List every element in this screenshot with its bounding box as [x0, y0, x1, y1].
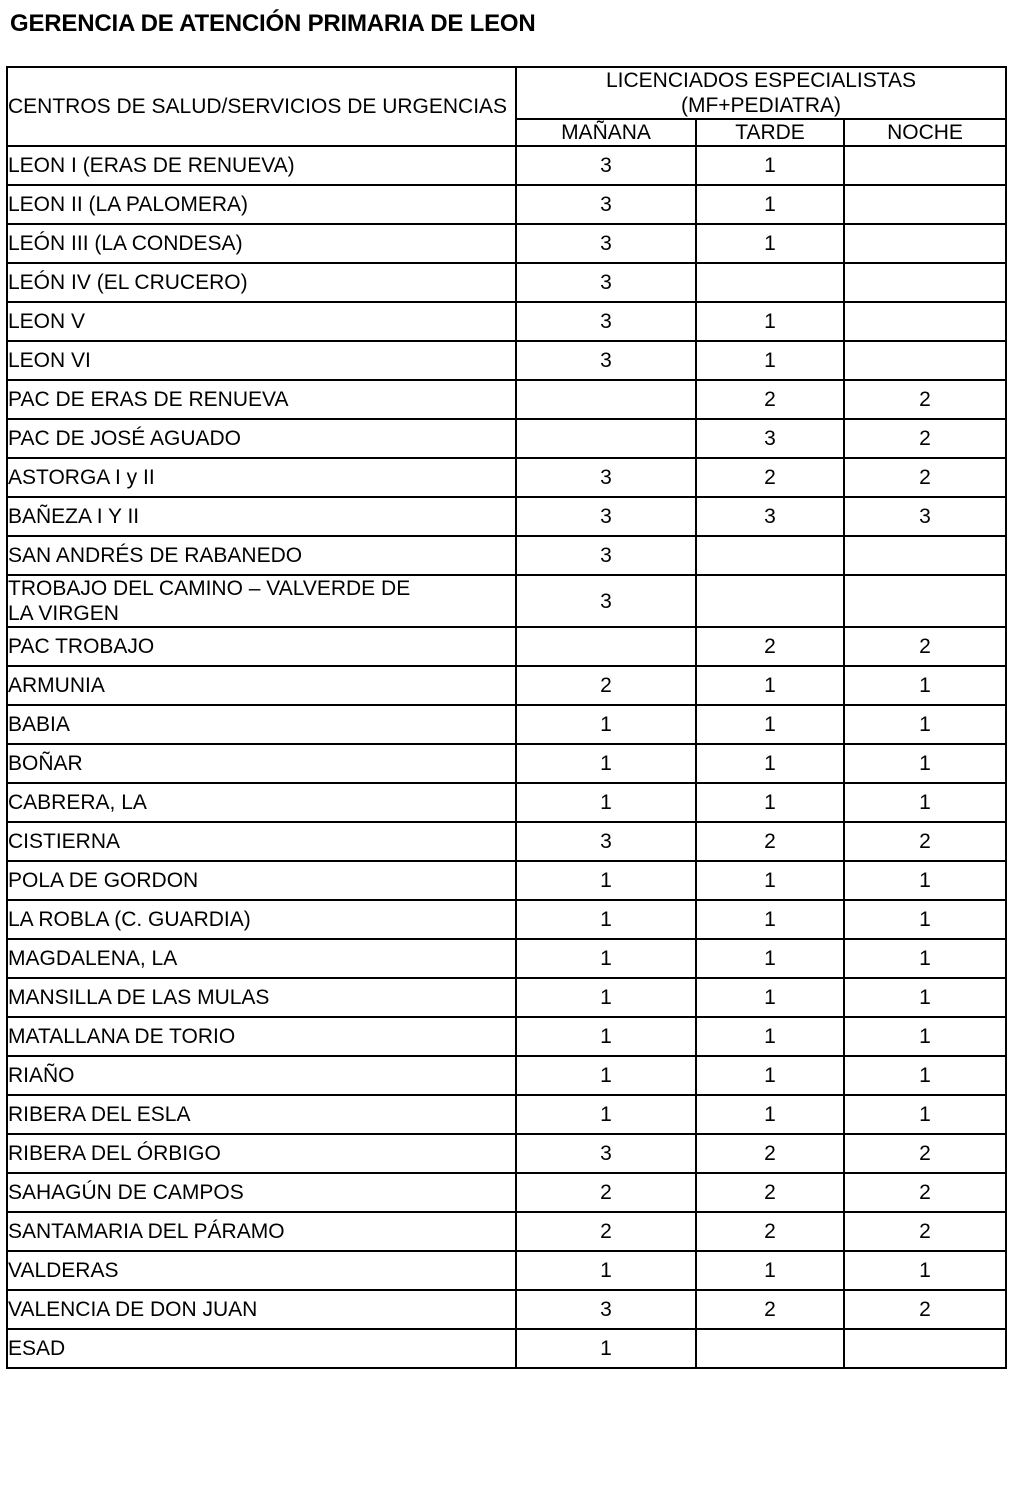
table-row: [7, 575, 1006, 627]
cell-centro: RIAÑO: [7, 1056, 516, 1095]
cell-centro: PAC TROBAJO: [7, 627, 516, 666]
cell-centro: LEÓN IV (EL CRUCERO): [7, 263, 516, 302]
cell-tarde: 3: [696, 497, 844, 536]
cell-tarde: 1: [696, 705, 844, 744]
table-row: [7, 419, 1006, 458]
cell-manana: 3: [516, 497, 696, 536]
cell-centro: PAC DE JOSÉ AGUADO: [7, 419, 516, 458]
cell-tarde: 1: [696, 978, 844, 1017]
cell-manana: 3: [516, 1290, 696, 1329]
cell-manana: 2: [516, 1212, 696, 1251]
cell-centro: LEON VI: [7, 341, 516, 380]
cell-manana: 3: [516, 458, 696, 497]
table-body: [7, 146, 1006, 1368]
cell-manana: 1: [516, 1095, 696, 1134]
cell-noche: 2: [844, 1212, 1006, 1251]
table-row: [7, 1017, 1006, 1056]
cell-manana: 3: [516, 185, 696, 224]
cell-noche: 1: [844, 1251, 1006, 1290]
column-header-noche: NOCHE: [844, 119, 1006, 146]
cell-tarde: 2: [696, 822, 844, 861]
page-title: GERENCIA DE ATENCIÓN PRIMARIA DE LEON: [10, 10, 536, 37]
group-header-line-2: (MF+PEDIATRA): [680, 94, 842, 117]
cell-noche: [844, 1329, 1006, 1368]
cell-manana: [516, 627, 696, 666]
cell-tarde: 1: [696, 744, 844, 783]
cell-manana: 3: [516, 575, 696, 627]
cell-centro: MAGDALENA, LA: [7, 939, 516, 978]
cell-manana: 3: [516, 822, 696, 861]
cell-tarde: 1: [696, 861, 844, 900]
cell-noche: 1: [844, 1017, 1006, 1056]
cell-centro: CABRERA, LA: [7, 783, 516, 822]
cell-manana: 3: [516, 302, 696, 341]
table-row: [7, 263, 1006, 302]
cell-noche: [844, 341, 1006, 380]
cell-tarde: 1: [696, 146, 844, 185]
cell-tarde: 1: [696, 1017, 844, 1056]
staffing-schedule-table: [6, 66, 1007, 1369]
cell-tarde: 1: [696, 939, 844, 978]
cell-manana: 3: [516, 536, 696, 575]
cell-manana: 3: [516, 341, 696, 380]
table-row: [7, 705, 1006, 744]
table-row: [7, 744, 1006, 783]
cell-manana: [516, 380, 696, 419]
cell-tarde: 1: [696, 185, 844, 224]
cell-centro: LEON II (LA PALOMERA): [7, 185, 516, 224]
cell-manana: 1: [516, 1056, 696, 1095]
cell-centro: POLA DE GORDON: [7, 861, 516, 900]
cell-noche: 2: [844, 627, 1006, 666]
cell-manana: 1: [516, 978, 696, 1017]
table-row: [7, 146, 1006, 185]
cell-centro: RIBERA DEL ESLA: [7, 1095, 516, 1134]
cell-tarde: 1: [696, 666, 844, 705]
cell-tarde: 2: [696, 1290, 844, 1329]
column-header-group-licenciados: [516, 67, 1006, 119]
table-row: [7, 380, 1006, 419]
cell-noche: 1: [844, 1095, 1006, 1134]
cell-tarde: 1: [696, 1251, 844, 1290]
cell-manana: 1: [516, 939, 696, 978]
cell-noche: 1: [844, 666, 1006, 705]
cell-noche: 1: [844, 861, 1006, 900]
cell-centro: MATALLANA DE TORIO: [7, 1017, 516, 1056]
cell-tarde: 1: [696, 1056, 844, 1095]
table-row: [7, 822, 1006, 861]
cell-manana: 2: [516, 1173, 696, 1212]
cell-centro: [7, 575, 516, 627]
table-row: [7, 1134, 1006, 1173]
table-row: [7, 1056, 1006, 1095]
cell-centro: SANTAMARIA DEL PÁRAMO: [7, 1212, 516, 1251]
cell-centro: VALENCIA DE DON JUAN: [7, 1290, 516, 1329]
cell-centro: BABIA: [7, 705, 516, 744]
table-row: [7, 497, 1006, 536]
cell-manana: 3: [516, 263, 696, 302]
cell-centro: MANSILLA DE LAS MULAS: [7, 978, 516, 1017]
cell-manana: 3: [516, 224, 696, 263]
cell-centro-line-1: TROBAJO DEL CAMINO – VALVERDE DE: [8, 577, 411, 600]
cell-noche: 1: [844, 978, 1006, 1017]
cell-tarde: 1: [696, 341, 844, 380]
table-row: [7, 1095, 1006, 1134]
cell-centro: BOÑAR: [7, 744, 516, 783]
table-row: [7, 302, 1006, 341]
cell-manana: 1: [516, 900, 696, 939]
cell-tarde: 3: [696, 419, 844, 458]
cell-noche: [844, 146, 1006, 185]
cell-tarde: [696, 263, 844, 302]
cell-noche: 1: [844, 939, 1006, 978]
cell-noche: 2: [844, 822, 1006, 861]
cell-tarde: 2: [696, 458, 844, 497]
cell-tarde: 1: [696, 783, 844, 822]
cell-tarde: 2: [696, 1173, 844, 1212]
cell-manana: 3: [516, 1134, 696, 1173]
cell-centro: VALDERAS: [7, 1251, 516, 1290]
cell-noche: [844, 302, 1006, 341]
cell-manana: 1: [516, 744, 696, 783]
cell-manana: 1: [516, 861, 696, 900]
cell-tarde: 2: [696, 1212, 844, 1251]
cell-tarde: 1: [696, 900, 844, 939]
table-row: [7, 341, 1006, 380]
table-row: [7, 939, 1006, 978]
cell-noche: [844, 263, 1006, 302]
cell-noche: 3: [844, 497, 1006, 536]
cell-centro: ARMUNIA: [7, 666, 516, 705]
cell-centro-line-2: LA VIRGEN: [8, 602, 119, 625]
table-row: [7, 458, 1006, 497]
cell-tarde: 1: [696, 1095, 844, 1134]
cell-noche: 2: [844, 419, 1006, 458]
cell-noche: 2: [844, 1290, 1006, 1329]
cell-tarde: 1: [696, 224, 844, 263]
cell-noche: 1: [844, 783, 1006, 822]
cell-noche: 2: [844, 1173, 1006, 1212]
table-row: [7, 783, 1006, 822]
table-row: [7, 900, 1006, 939]
cell-centro: RIBERA DEL ÓRBIGO: [7, 1134, 516, 1173]
cell-centro: LA ROBLA (C. GUARDIA): [7, 900, 516, 939]
cell-tarde: 2: [696, 627, 844, 666]
table-row: [7, 627, 1006, 666]
cell-centro: PAC DE ERAS DE RENUEVA: [7, 380, 516, 419]
table-row: [7, 536, 1006, 575]
table-row: [7, 1290, 1006, 1329]
cell-manana: [516, 419, 696, 458]
column-header-tarde: TARDE: [696, 119, 844, 146]
table-header-row-primary: [7, 67, 1006, 119]
cell-manana: 3: [516, 146, 696, 185]
cell-manana: 1: [516, 1329, 696, 1368]
cell-noche: 1: [844, 900, 1006, 939]
cell-centro: LEÓN III (LA CONDESA): [7, 224, 516, 263]
cell-manana: 1: [516, 705, 696, 744]
table-row: [7, 978, 1006, 1017]
cell-manana: 2: [516, 666, 696, 705]
cell-tarde: 2: [696, 380, 844, 419]
table-row: [7, 1251, 1006, 1290]
cell-centro: CISTIERNA: [7, 822, 516, 861]
cell-tarde: [696, 575, 844, 627]
cell-manana: 1: [516, 783, 696, 822]
table-row: [7, 185, 1006, 224]
cell-tarde: 1: [696, 302, 844, 341]
cell-centro: ESAD: [7, 1329, 516, 1368]
cell-manana: 1: [516, 1251, 696, 1290]
cell-centro: LEON V: [7, 302, 516, 341]
cell-noche: 2: [844, 1134, 1006, 1173]
table-row: [7, 1173, 1006, 1212]
table-row: [7, 1212, 1006, 1251]
cell-noche: [844, 536, 1006, 575]
cell-noche: 2: [844, 458, 1006, 497]
column-header-manana: MAÑANA: [516, 119, 696, 146]
cell-centro: SAN ANDRÉS DE RABANEDO: [7, 536, 516, 575]
cell-centro: SAHAGÚN DE CAMPOS: [7, 1173, 516, 1212]
cell-tarde: [696, 1329, 844, 1368]
table-row: [7, 861, 1006, 900]
cell-manana: 1: [516, 1017, 696, 1056]
cell-noche: 1: [844, 705, 1006, 744]
table-header: [7, 67, 1006, 146]
column-header-centros: CENTROS DE SALUD/SERVICIOS DE URGENCIAS: [7, 67, 516, 146]
table-row: [7, 666, 1006, 705]
cell-noche: [844, 575, 1006, 627]
cell-noche: 2: [844, 380, 1006, 419]
table-row: [7, 1329, 1006, 1368]
cell-centro: LEON I (ERAS DE RENUEVA): [7, 146, 516, 185]
cell-noche: [844, 185, 1006, 224]
cell-noche: [844, 224, 1006, 263]
table-row: [7, 224, 1006, 263]
cell-centro: ASTORGA I y II: [7, 458, 516, 497]
cell-noche: 1: [844, 1056, 1006, 1095]
cell-tarde: 2: [696, 1134, 844, 1173]
cell-centro: BAÑEZA I Y II: [7, 497, 516, 536]
group-header-line-1: LICENCIADOS ESPECIALISTAS: [605, 69, 917, 92]
cell-noche: 1: [844, 744, 1006, 783]
cell-tarde: [696, 536, 844, 575]
